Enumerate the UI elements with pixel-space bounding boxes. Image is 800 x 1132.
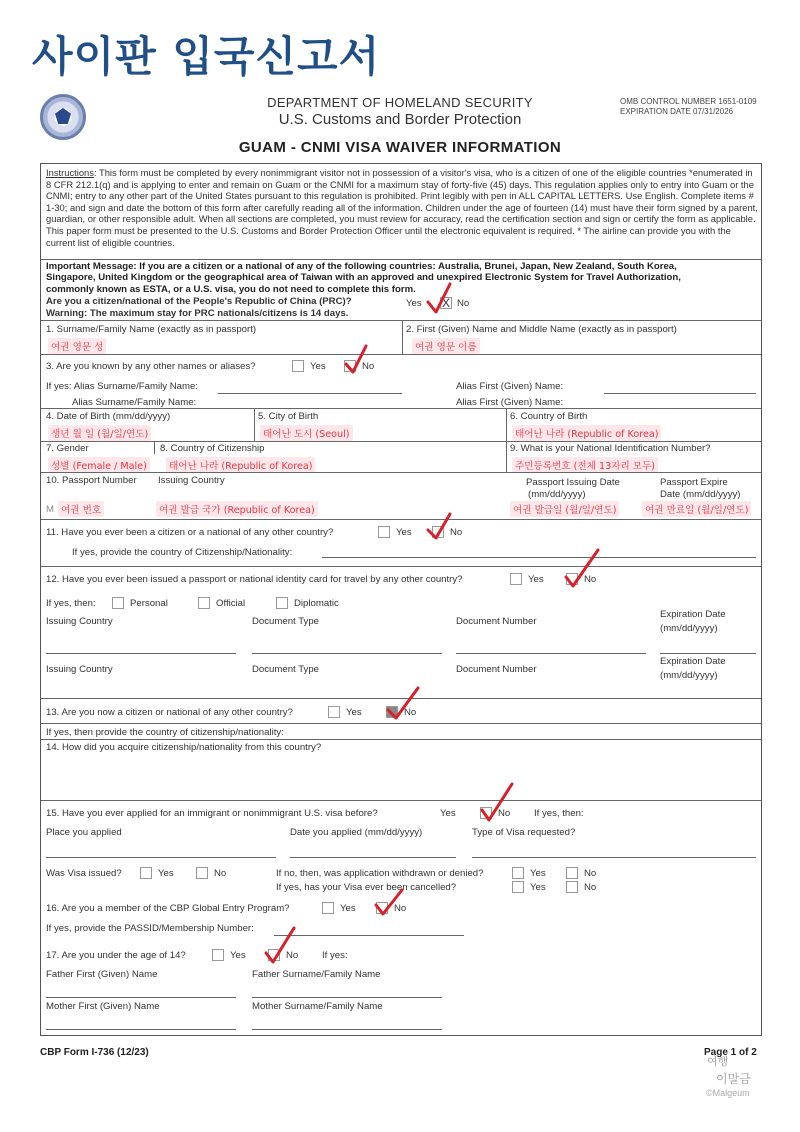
form-title: GUAM - CNMI VISA WAIVER INFORMATION (238, 139, 562, 156)
cancelled-label: If yes, has your Visa ever been cancelled? (276, 882, 457, 893)
q17-then-label: If yes: (322, 950, 348, 961)
page-title: 사이판 입국신고서 (32, 32, 381, 81)
date-applied-label: Date you applied (mm/dd/yyyy) (290, 827, 423, 838)
issuing-country-label-2: Issuing Country (46, 664, 113, 675)
expire-date-note: 여권 만료일 (월/일/연도) (642, 501, 751, 517)
q15-then-label: If yes, then: (534, 808, 584, 819)
q4-label: 4. Date of Birth (mm/dd/yyyy) (46, 411, 171, 422)
alias-first-label-2: Alias First (Given) Name: (456, 397, 564, 408)
q16-sub-label: If yes, provide the PASSID/Membership Number: (46, 923, 254, 934)
agency-name: U.S. Customs and Border Protection (278, 111, 522, 128)
document-number-label-1: Document Number (456, 616, 537, 627)
q10-issuing-note: 여권 발급 국가 (Republic of Korea) (156, 501, 318, 517)
page-number: Page 1 of 2 (704, 1047, 757, 1058)
expiration-date-label-2: Expiration Date (660, 656, 726, 667)
passport-prefix: M (46, 504, 54, 515)
q8-label: 8. Country of Citizenship (160, 443, 265, 454)
prc-no-label: No (457, 298, 470, 309)
watermark-line-1: 여행 (707, 1056, 729, 1068)
form-number: CBP Form I-736 (12/23) (40, 1047, 149, 1058)
instructions-label: Instructions (46, 167, 94, 178)
q15-yes-label: Yes (440, 808, 456, 819)
expiration-date-label-1: Expiration Date (660, 609, 726, 620)
check-mark-icon (428, 284, 450, 312)
issuing-country-label-1: Issuing Country (46, 616, 113, 627)
expiration-format-1: (mm/dd/yyyy) (660, 623, 718, 634)
personal-label: Personal (130, 598, 168, 609)
cancelled-no-label: No (584, 882, 597, 893)
q16-no-label: No (394, 903, 407, 914)
omb-expiration: EXPIRATION DATE 07/31/2026 (620, 107, 734, 116)
q13-yes-label: Yes (346, 707, 362, 718)
q6-note: 태어난 나라 (Republic of Korea) (512, 425, 661, 441)
withdrawn-no-label: No (584, 868, 597, 879)
q12-no-label: No (584, 574, 597, 585)
q3-label: 3. Are you known by any other names or aliases? (46, 361, 256, 372)
document-type-label-2: Document Type (252, 664, 320, 675)
important-line-2: Singapore, United Kingdom or the geographical area of Taiwan with an approved and unexpired Electronic System for Travel Authorization, (46, 272, 681, 284)
check-mark-icon (376, 890, 402, 914)
prc-no-x-mark: X (442, 296, 451, 310)
visa-issued-label: Was Visa issued? (46, 868, 122, 879)
important-line-1: Important Message: If you are a citizen or a national of any of the following countries: Australia, Brunei, Japan, New Zealand, South Korea, (46, 261, 677, 272)
father-surname-label: Father Surname/Family Name (252, 969, 381, 980)
alias-surname-label-2: Alias Surname/Family Name: (72, 397, 197, 408)
q16-label: 16. Are you a member of the CBP Global Entry Program? (46, 903, 290, 914)
check-mark-icon (482, 784, 512, 820)
check-mark-icon (346, 346, 366, 372)
expiration-format-2: (mm/dd/yyyy) (660, 670, 718, 681)
check-mark-icon (428, 514, 450, 538)
q13-no-label: No (404, 707, 417, 718)
q1-note: 여권 영문 성 (48, 338, 106, 354)
q11-sub-label: If yes, provide the country of Citizenship/Nationality: (72, 547, 293, 558)
q9-label: 9. What is your National Identification Number? (510, 443, 711, 454)
important-line-3: commonly known as ESTA, or a U.S. visa, you do not need to complete this form. (46, 283, 416, 295)
official-label: Official (216, 598, 246, 609)
q9-note: 주민등록번호 (전체 13자리 모두) (512, 457, 658, 473)
prc-warning: Warning: The maximum stay for PRC nationals/citizens is 14 days. (46, 308, 349, 319)
q14-label: 14. How did you acquire citizenship/nationality from this country? (46, 742, 322, 753)
q5-note: 태어난 도시 (Seoul) (260, 425, 353, 441)
q2-label: 2. First (Given) Name and Middle Name (exactly as in passport) (406, 324, 677, 335)
q3-yes-label: Yes (310, 361, 326, 372)
q10-note: 여권 번호 (58, 501, 104, 517)
mother-surname-label: Mother Surname/Family Name (252, 1001, 383, 1012)
q10-issuing-label: Issuing Country (158, 475, 225, 486)
visa-issued-no-label: No (214, 868, 227, 879)
diplomatic-label: Diplomatic (294, 598, 339, 609)
q7-label: 7. Gender (46, 443, 89, 454)
expire-date-format: Date (mm/dd/yyyy) (660, 489, 741, 500)
q13-sub-label: If yes, then provide the country of citizenship/nationality: (46, 727, 284, 738)
q2-note: 여권 영문 이름 (412, 338, 480, 354)
cancelled-yes-label: Yes (530, 882, 546, 893)
document-number-label-2: Document Number (456, 664, 537, 675)
department-name: DEPARTMENT OF HOMELAND SECURITY (267, 95, 533, 110)
q5-label: 5. City of Birth (258, 411, 319, 422)
withdrawn-label: If no, then, was application withdrawn or denied? (276, 868, 484, 879)
father-first-label: Father First (Given) Name (46, 969, 158, 980)
q11-label: 11. Have you ever been a citizen or a national of any other country? (46, 527, 334, 538)
check-mark-icon (266, 928, 294, 962)
issue-date-label: Passport Issuing Date (526, 477, 620, 488)
q12-label: 12. Have you ever been issued a passport or national identity card for travel by any other country? (46, 574, 463, 585)
watermark-line-2: 이말금 (716, 1072, 751, 1086)
visa-type-label: Type of Visa requested? (472, 827, 576, 838)
q12-then-label: If yes, then: (46, 598, 96, 609)
q17-label: 17. Are you under the age of 14? (46, 950, 186, 961)
omb-number: OMB CONTROL NUMBER 1651-0109 (620, 97, 757, 106)
expire-date-label: Passport Expire (660, 477, 728, 488)
q4-note: 생년 월 일 (월/일/연도) (48, 425, 151, 441)
alias-first-label: Alias First (Given) Name: (456, 381, 564, 392)
q16-yes-label: Yes (340, 903, 356, 914)
q15-label: 15. Have you ever applied for an immigrant or nonimmigrant U.S. visa before? (46, 808, 378, 819)
prc-yes-label: Yes (406, 298, 422, 309)
document-type-label-1: Document Type (252, 616, 320, 627)
q7-note: 성별 (Female / Male) (48, 457, 150, 473)
place-applied-label: Place you applied (46, 827, 122, 838)
issue-date-note: 여권 발급일 (월/일/연도) (510, 501, 619, 517)
mother-first-label: Mother First (Given) Name (46, 1001, 160, 1012)
q6-label: 6. Country of Birth (510, 411, 588, 422)
q12-yes-label: Yes (528, 574, 544, 585)
q17-yes-label: Yes (230, 950, 246, 961)
check-mark-icon (388, 688, 418, 718)
q11-yes-label: Yes (396, 527, 412, 538)
prc-question: Are you a citizen/national of the People's Republic of China (PRC)? (46, 296, 352, 307)
q17-no-label: No (286, 950, 299, 961)
q10-label: 10. Passport Number (46, 475, 137, 486)
check-mark-icon (566, 550, 598, 586)
alias-surname-label: If yes: Alias Surname/Family Name: (46, 381, 198, 392)
visa-issued-yes-label: Yes (158, 868, 174, 879)
issue-date-format: (mm/dd/yyyy) (528, 489, 586, 500)
watermark-line-3: ©Malgeum (706, 1088, 750, 1098)
q15-no-label: No (498, 808, 511, 819)
withdrawn-yes-label: Yes (530, 868, 546, 879)
q1-label: 1. Surname/Family Name (exactly as in passport) (46, 324, 257, 335)
q11-no-label: No (450, 527, 463, 538)
q13-label: 13. Are you now a citizen or national of any other country? (46, 707, 293, 718)
q8-note: 태어난 나라 (Republic of Korea) (166, 457, 315, 473)
instructions-text: : This form must be completed by every nonimmigrant visitor not in possession of a visitor's visa, who is a citizen of one of the eligible countries *enumerated in 8 CFR 212.1(q) and is applying to enter and remain on Guam or the CNMI for a maximum stay of forty-five (45) days. This regulation applies only to entry into Guam or the CNMI; entry to any other part of the United States pursuant to this regulation is prohibited. Print legibly with pen in ALL CAPITAL LETTERS. Use English. Complete items # 1-30; and sign and date the bottom of this form after carefully reading all of the information. Children under the age of fourteen (14) must have their form signed by a parent, guardian, or other responsible adult. When all sections are completed, you must review for accuracy, read the certification section and sign or certify the form as applicable. This paper form must be presented to the U.S. Customs and Border Protection Officer until the electronic equivalent is required. * The airline can provide you with the current list of eligible countries. (46, 167, 758, 248)
q3-no-label: No (362, 361, 375, 372)
